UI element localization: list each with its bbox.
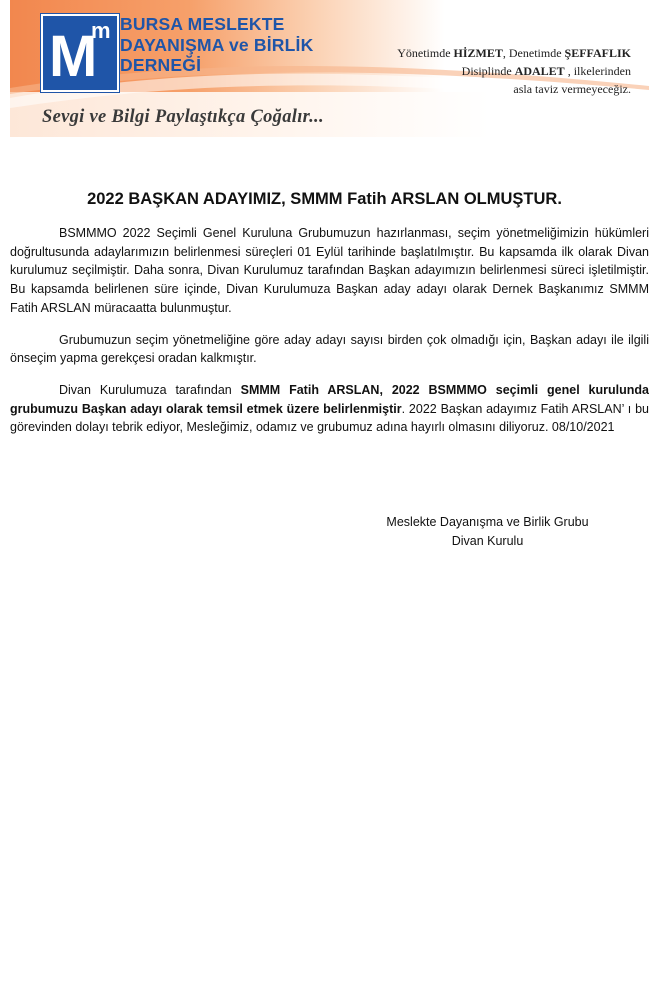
org-name-line-3: DERNEĞİ	[120, 55, 202, 75]
paragraph-3	[10, 381, 649, 437]
logo-letter-small: m	[91, 18, 111, 43]
org-name-line-1: BURSA MESLEKTE	[120, 14, 285, 34]
signature-board: Divan Kurulu	[451, 534, 524, 548]
motto-line-3: asla taviz vermeyeceğiz.	[513, 82, 631, 96]
p3-tail: . 2022 Başkan adayımız Fatih ARSLAN’ ı bu görevinden dolayı tebrik ediyor, Mesleğimiz, odamız ve grubumuz adına hayırlı olmasını diliyoruz. 08/10/2021	[10, 401, 649, 435]
organization-name	[120, 14, 313, 76]
signature-group: Meslekte Dayanışma ve Birlik Grubu	[386, 515, 589, 529]
org-name-line-2: DAYANIŞMA ve BİRLİK	[120, 34, 314, 55]
article-title: 2022 BAŞKAN ADAYIMIZ, SMMM Fatih ARSLAN OLMUŞTUR.	[87, 190, 562, 208]
motto	[397, 44, 631, 98]
p3-lead: Divan Kurulumuza tarafından	[59, 382, 241, 397]
slogan: Sevgi ve Bilgi Paylaştıkça Çoğalır...	[42, 107, 324, 127]
paragraph-2: Grubumuzun seçim yönetmeliğine göre aday adayı sayısı birden çok olmadığı için, Başkan adayı ile ilgili önseçim yapma gerekçesi oradan kalkmıştır.	[10, 332, 649, 366]
motto-line-1: Yönetimde HİZMET, Denetimde ŞEFFAFLIK	[397, 46, 631, 60]
association-logo[interactable]	[41, 14, 119, 92]
article-body	[10, 224, 649, 450]
paragraph-1: BSMMMO 2022 Seçimli Genel Kuruluna Grubumuzun hazırlanması, seçim yönetmeliğimizin hükümleri doğrultusunda adaylarımızın belirlenmesi süreçleri 01 Eylül tarihinde başlatılmıştır. Bu kapsamda ilk olarak Divan kurulumuz seçilmiştir. Daha sonra, Divan Kurulumuz tarafından Başkan adayımızın belirlenmesi süreci işletilmiştir. Bu kapsamda belirlenen süre içinde, Divan Kurulumuza Başkan aday adayı olarak Dernek Başkanımız SMMM Fatih ARSLAN müracaatta bulunmuştur.	[10, 226, 649, 315]
signature-block	[370, 513, 605, 551]
motto-line-2: Disiplinde ADALET , ilkelerinden	[461, 64, 631, 78]
p3-emphasis: SMMM Fatih ARSLAN, 2022 BSMMMO seçimli genel kurulunda grubumuzu Başkan adayı olarak temsil etmek üzere belirlenmiştir	[10, 382, 649, 416]
header-banner	[10, 0, 649, 137]
logo-letter-big: M	[49, 24, 98, 89]
